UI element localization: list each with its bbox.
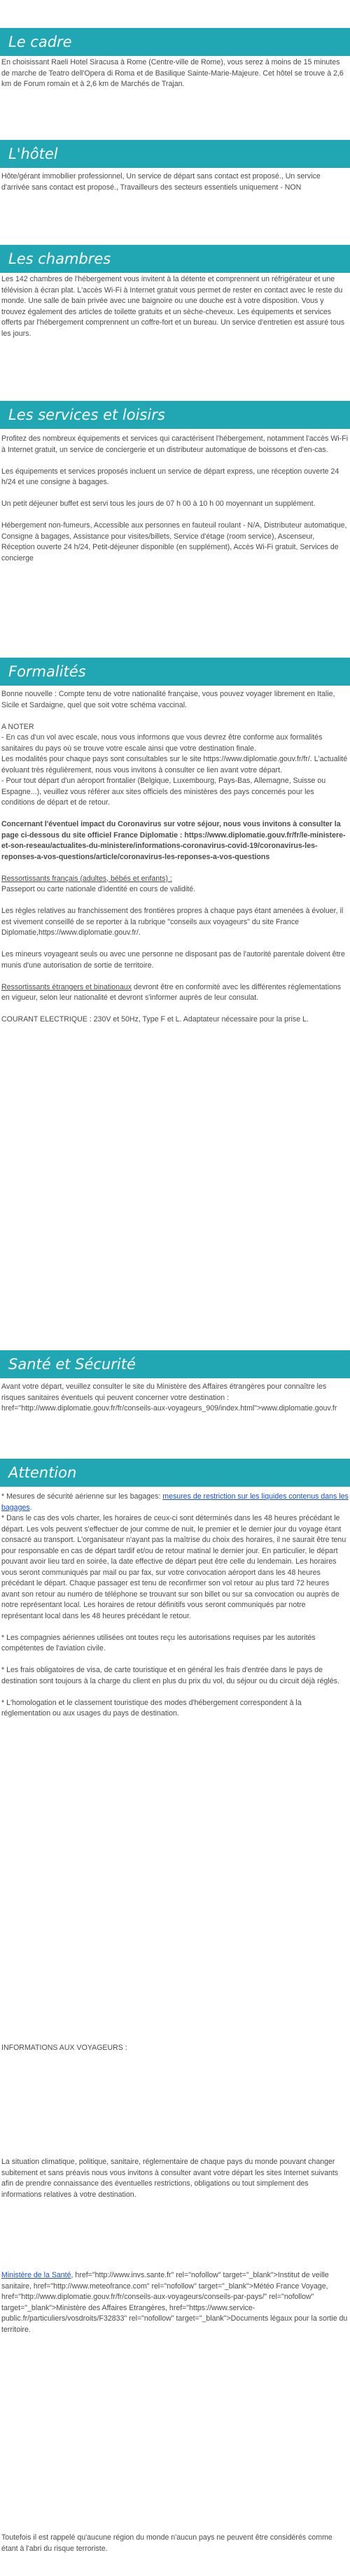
useful-links-rest: , href="http://www.invs.sante.fr" rel="nofollow" target="_blank">Institut de veille sanitaire, href="http://www.meteofrance.com" rel="nofollow" target="_blank">Météo France Voyage, href="http://www.diplomatie.gouv.fr/fr/conseils-aux-voyageurs/conseils-par-pays/" rel="nofollow" target="_blank">Ministère des Affaires Etrangères, href="https://www.service-public.fr/particuliers/vosdroits/F32833" rel="nofollow" target="_blank">Documents légaux pour la sortie du territoire. bbox=[1, 2271, 348, 2334]
section-body-cadre bbox=[0, 57, 350, 90]
section-body-services bbox=[0, 434, 350, 564]
note-line: - En cas d'un vol avec escale, nous vous informons que vous devrez être conforme aux formalités sanitaires du pays où se trouve votre escale ainsi que votre destination finale. bbox=[1, 733, 323, 753]
section-title-sante: Santé et Sécurité bbox=[8, 1356, 136, 1373]
section-header-formalites bbox=[0, 658, 350, 686]
terror-risk-text: Toutefois il est rappelé qu'aucune région du monde n'aucun pays ne peuvent être considérés comme étant à l'abri du risque terroriste. bbox=[1, 2533, 332, 2553]
section-header-chambres bbox=[0, 245, 350, 273]
hotel-text: Hôte/gérant immobilier professionnel, Un service de départ sans contact est proposé., Un service d'arrivée sans contact est proposé., Travailleurs des secteurs essentiels uniquement - NON bbox=[1, 172, 321, 192]
note-line: - Pour tout départ d'un aéroport frontalier (Belgique, Luxembourg, Pays-Bas, Allemagne, Suisse ou Espagne...), veuillez vous référer aux sites officiels des ministères des pays concernés pour les conditions de départ et de retour. bbox=[1, 777, 326, 807]
airlines-text: * Les compagnies aériennes utilisées ont toutes reçu les autorisations requises par les autorités compétentes de l'aviation civile. bbox=[1, 1633, 316, 1653]
services-p3: Un petit déjeuner buffet est servi tous les jours de 07 h 00 à 10 h 00 moyennant un supplément. bbox=[1, 500, 316, 508]
section-header-sante bbox=[0, 1350, 350, 1378]
section-header-attention bbox=[0, 1459, 350, 1487]
terror-risk-block bbox=[0, 2533, 350, 2554]
coronavirus-notice: Concernant l'éventuel impact du Coronavirus sur votre séjour, nous vous invitons à consulter la page ci-dessous du site officiel France Diplomatie : https://www.diplomatie.gouv.fr/fr/le-ministere-et-son-reseau/actualites-du-ministere/informations-coronavirus-covid-19/coronavirus-les-reponses-a-vos-questions/article/coronavirus-les-reponses-a-vos-questions bbox=[1, 820, 346, 861]
baggage-suffix: . bbox=[29, 1503, 32, 1512]
baggage-security-text bbox=[1, 1492, 349, 1513]
electric-current-text: COURANT ELECTRIQUE : 230V et 50Hz, Type F et L. Adaptateur nécessaire pour la prise L. bbox=[1, 1015, 309, 1024]
services-p1: Profitez des nombreux équipements et services qui caractérisent l'hébergement, notamment l'accès Wi-Fi à Internet gratuit, un service de conciergerie et un distributeur automatique de boissons et d'en-cas. bbox=[1, 434, 349, 454]
note-line: A NOTER bbox=[1, 722, 34, 731]
formalites-intro: Bonne nouvelle : Compte tenu de votre nationalité française, vous pouvez voyager librement en Italie, Sicile et Sardaigne, quel que soit votre schéma vaccinal. bbox=[1, 690, 335, 709]
foreign-nationals-heading: Ressortissants étrangers et binationaux bbox=[1, 982, 132, 991]
situation-block bbox=[0, 2157, 350, 2200]
cadre-text: En choisissant Raeli Hotel Siracusa à Rome (Centre-ville de Rome), vous serez à moins de 15 minutes de marche de Teatro dell'Opera di Roma et de Basilique Sainte-Marie-Majeure. Cet hôtel se trouve à 2,6 km de Forum romain et à 2,6 km de Marchés de Trajan. bbox=[1, 58, 344, 88]
travellers-info-heading-block bbox=[0, 2043, 350, 2054]
travellers-info-heading: INFORMATIONS AUX VOYAGEURS : bbox=[1, 2044, 127, 2052]
sante-text: Avant votre départ, veuillez consulter le site du Ministère des Affaires étrangères pour connaître les risques sanitaires éventuels qui peuvent concerner votre destination : href="http://www.diplomatie.gouv.fr/fr/conseils-aux-voyageurs_909/index.html">www.diplomatie.gouv.fr bbox=[1, 1382, 337, 1413]
section-title-attention: Attention bbox=[8, 1464, 77, 1481]
baggage-prefix: * Mesures de sécurité aérienne sur les bagages: bbox=[1, 1492, 163, 1501]
services-p4: Hébergement non-fumeurs, Accessible aux personnes en fauteuil roulant - N/A, Distributeur automatique, Consigne à bagages, Assistance pour visites/billets, Service d'étage (room service), Ascenseur, Réception ouverte 24 h/24, Petit-déjeuner disponible (en supplément), Accès Wi-Fi gratuit, Services de concierge bbox=[1, 521, 347, 562]
charter-schedule-text: * Dans le cas des vols charter, les horaires de ceux-ci sont déterminés dans les 48 heures précédant le départ. Les vols peuvent s'effectuer de jour comme de nuit, le premier et le dernier jour du voyage étant consacré au transport. L'organisateur n'ayant pas la maîtrise du choix des horaires, il ne saurait être tenu pour responsable en cas de départ tardif et/ou de retour matinal le dernier jour. En particulier, le départ pouvant avoir lieu tard en soirée, la date effective de départ peut être celle du lendemain. Les horaires vous seront communiqués par mail ou par fax, sur votre convocation aéroport dans les 48 heures précédant le départ. Chaque passager est tenu de reconfirmer son vol retour au plus tard 72 heures avant son retour au numéro de téléphone se trouvant sur son billet ou sur sa convocation ou auprès de notre représentant local. Les horaires de retour définitifs vous seront communiqués par notre représentant local dans les 48 heures précédant le retour. bbox=[1, 1514, 346, 1620]
section-header-cadre bbox=[0, 28, 350, 56]
border-rules-text: Les règles relatives au franchissement des frontières propres à chaque pays étant amenées à évoluer, il est vivement conseillé de se reporter à la rubrique "conseils aux voyageurs" du site France Diplomatie,https://www.diplomatie.gouv.fr/. bbox=[1, 907, 344, 937]
section-title-formalites: Formalités bbox=[8, 663, 86, 680]
chambres-text: Les 142 chambres de l'hébergement vous invitent à la détente et comprennent un réfrigérateur et une télévision à écran plat. L'accès Wi-Fi à Internet gratuit vous permet de rester en contact avec le reste du monde. Une salle de bain privée avec une baignoire ou une douche est à votre disposition. Vous y trouvez également des articles de toilette gratuits et un sèche-cheveux. Les équipements et services offerts par l'hébergement comprennent un coffre-fort et un bureau. Un service d'entretien est assuré tous les jours. bbox=[1, 275, 345, 338]
ministry-health-link[interactable]: Ministère de la Santé bbox=[1, 2271, 71, 2279]
useful-links-text bbox=[1, 2270, 349, 2335]
section-title-chambres: Les chambres bbox=[8, 250, 111, 267]
french-nationals-heading: Ressortissants français (adultes, bébés et enfants) : bbox=[1, 874, 172, 883]
services-p2: Les équipements et services proposés incluent un service de départ express, une réception ouverte 24 h/24 et une consigne à bagages. bbox=[1, 467, 340, 486]
situation-text: La situation climatique, politique, sanitaire, réglementaire de chaque pays du monde pouvant changer subitement et sans préavis nous vous invitons à consulter avant votre départ les sites Internet suivants afin de prendre connaissance des éventuelles restrictions, obligations ou tout simplement des informations relatives à votre destination. bbox=[1, 2158, 339, 2199]
section-body-hotel bbox=[0, 171, 350, 193]
section-title-hotel: L'hôtel bbox=[8, 146, 58, 162]
section-title-cadre: Le cadre bbox=[8, 34, 72, 50]
foreign-nationals-rest: devront être en conformité avec les différentes réglementations en vigueur, selon leur nationalité et devront s'informer auprès de leur consulat. bbox=[1, 982, 342, 1002]
visa-fees-text: * Les frais obligatoires de visa, de carte touristique et en général les frais d'entrée dans le pays de destination sont toujours à la charge du client en plus du prix du vol, du séjour ou du circuit déjà réglés. bbox=[1, 1666, 340, 1685]
section-header-services bbox=[0, 401, 350, 429]
section-body-sante bbox=[0, 1382, 350, 1415]
section-body-chambres bbox=[0, 274, 350, 339]
note-line: Les modalités pour chaque pays sont consultables sur le site https://www.diplomatie.gouv.fr/fr/. L'actualité évoluant très régulièrement, nous vous invitons à consulter ce lien avant votre départ. bbox=[1, 755, 348, 774]
useful-links-block bbox=[0, 2270, 350, 2335]
homologation-text: * L'homologation et le classement touristique des modes d'hébergement correspondent à la réglementation ou aux usages du pays de destination. bbox=[1, 1698, 302, 1718]
foreign-nationals-text bbox=[1, 982, 349, 1004]
minors-text: Les mineurs voyageant seuls ou avec une personne ne disposant pas de l'autorité parentale doivent être munis d'une autorisation de sortie de territoire. bbox=[1, 950, 345, 970]
section-title-services: Les services et loisirs bbox=[8, 406, 165, 423]
section-body-formalites bbox=[0, 689, 350, 1026]
section-header-hotel bbox=[0, 140, 350, 168]
liquids-restriction-link[interactable]: mesures de restriction sur les liquides contenus dans les bagages bbox=[1, 1492, 349, 1512]
french-nationals-text: Passeport ou carte nationale d'identité en cours de validité. bbox=[1, 885, 196, 893]
section-body-attention bbox=[0, 1492, 350, 1720]
